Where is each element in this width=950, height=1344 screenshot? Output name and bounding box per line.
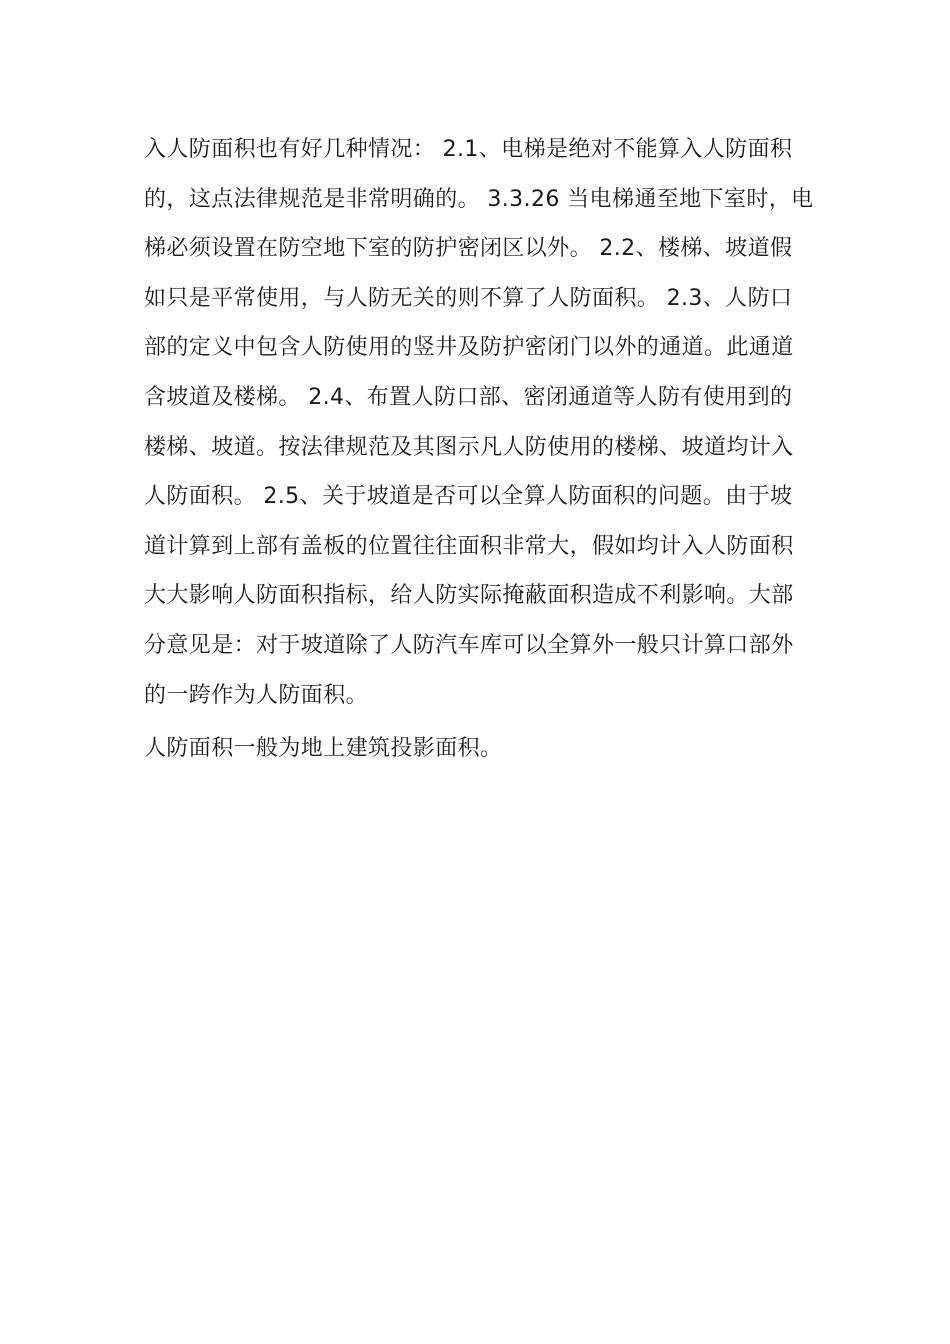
text-line: 人防面积一般为地上建筑投影面积。 [144,736,503,762]
text-line: 的一跨作为人防面积。 [144,682,369,708]
paragraph-projection-area [144,724,802,774]
text-line: 分意见是：对于坡道除了人防汽车库可以全算外一般只计算口部外 [144,632,794,658]
text-line: 的，这点法律规范是非常明确的。 3.3.26 当电梯通至地下室时，电 [144,186,814,212]
text-line: 人防面积。 2.5、关于坡道是否可以全算人防面积的问题。由于坡 [144,484,793,510]
text-line: 含坡道及楼梯。 2.4、布置人防口部、密闭通道等人防有使用到的 [144,384,793,410]
text-line: 部的定义中包含人防使用的竖井及防护密闭门以外的通道。此通道 [144,335,794,361]
document-body [144,125,814,774]
text-line: 楼梯、坡道。按法律规范及其图示凡人防使用的楼梯、坡道均计入 [144,434,794,460]
text-line: 大大影响人防面积指标，给人防实际掩蔽面积造成不利影响。大部 [144,583,794,609]
text-line: 道计算到上部有盖板的位置往往面积非常大，假如均计入人防面积 [144,533,794,559]
text-line: 如只是平常使用，与人防无关的则不算了人防面积。 2.3、人防口 [144,285,793,311]
text-line: 入人防面积也有好几种情况： 2.1、电梯是绝对不能算入人防面积 [144,137,793,162]
paragraph-civil-defense-area-rules [144,125,814,720]
text-line: 梯必须设置在防空地下室的防护密闭区以外。 2.2、楼梯、坡道假 [144,236,793,262]
